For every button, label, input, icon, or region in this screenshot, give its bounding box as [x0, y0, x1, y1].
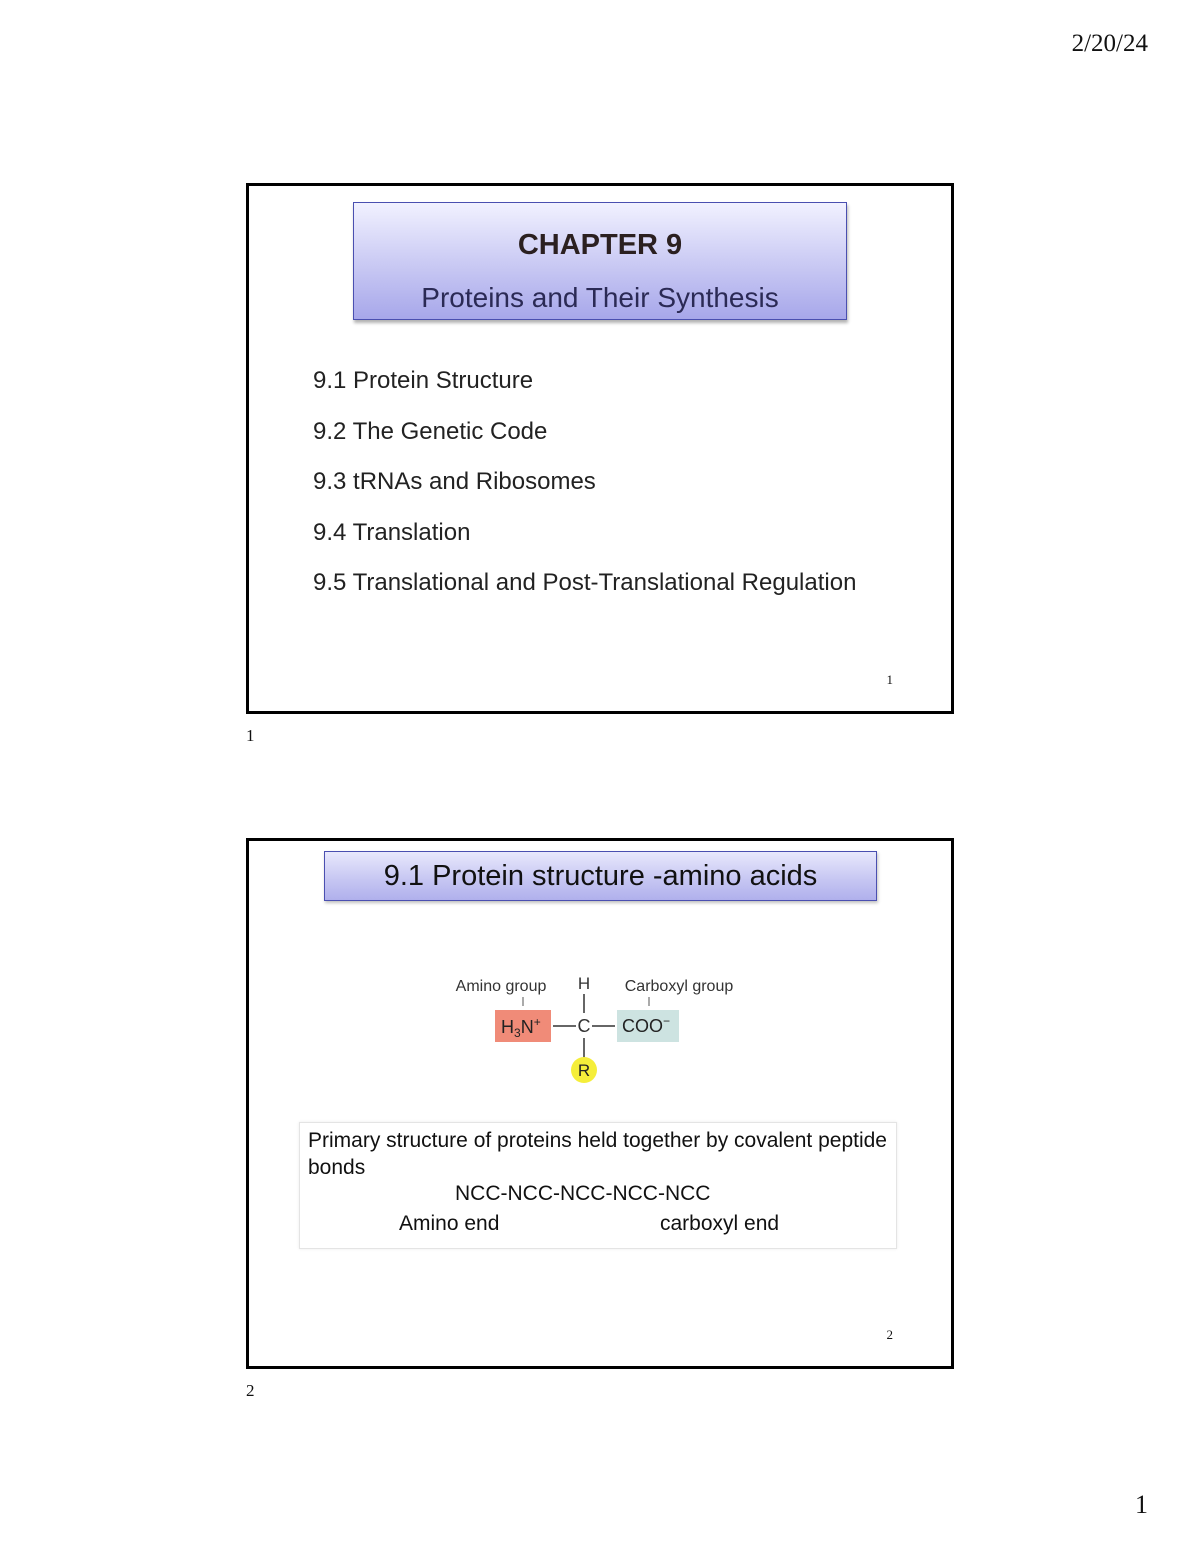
section-list — [313, 367, 856, 620]
carboxylate-group: COO− — [622, 1014, 671, 1036]
slide-title: 9.1 Protein structure -amino acids — [324, 851, 877, 901]
alpha-carbon: C — [577, 1016, 591, 1036]
primary-structure-text: Primary structure of proteins held together by covalent peptide bonds — [308, 1129, 887, 1179]
slide-1 — [246, 183, 954, 714]
slide-number: 1 — [886, 672, 893, 687]
chapter-title: CHAPTER 9 — [517, 229, 683, 261]
section-item: 9.3 tRNAs and Ribosomes — [313, 468, 596, 495]
peptide-sequence: NCC-NCC-NCC-NCC-NCC — [455, 1182, 711, 1205]
amino-group-label: Amino group — [455, 978, 547, 995]
carboxyl-group-label: Carboxyl group — [624, 978, 734, 995]
chapter-title-box — [353, 202, 847, 320]
r-group-label: R — [577, 1061, 591, 1080]
section-item: 9.5 Translational and Post-Translational Regulation — [313, 569, 857, 596]
carboxyl-end-label: carboxyl end — [660, 1212, 780, 1235]
amino-acid-diagram — [439, 966, 759, 1096]
slide-caption: 2 — [246, 1381, 255, 1400]
hydrogen-atom: H — [577, 974, 591, 993]
section-item: 9.2 The Genetic Code — [313, 417, 548, 445]
section-item: 9.1 Protein Structure — [313, 367, 534, 394]
slide-2 — [246, 838, 954, 1369]
chapter-subtitle: Proteins and Their Synthesis — [421, 282, 779, 313]
amino-end-label: Amino end — [399, 1212, 500, 1235]
amine-group: $H_3N^+$ — [501, 1015, 541, 1040]
primary-structure-text-box — [299, 1122, 897, 1249]
section-item: 9.4 Translation — [313, 518, 471, 546]
slide-caption: 1 — [246, 726, 255, 745]
page-date: 2/20/24 — [1071, 30, 1148, 57]
page-number: 1 — [1135, 1490, 1148, 1519]
slide-number: 2 — [886, 1327, 893, 1342]
